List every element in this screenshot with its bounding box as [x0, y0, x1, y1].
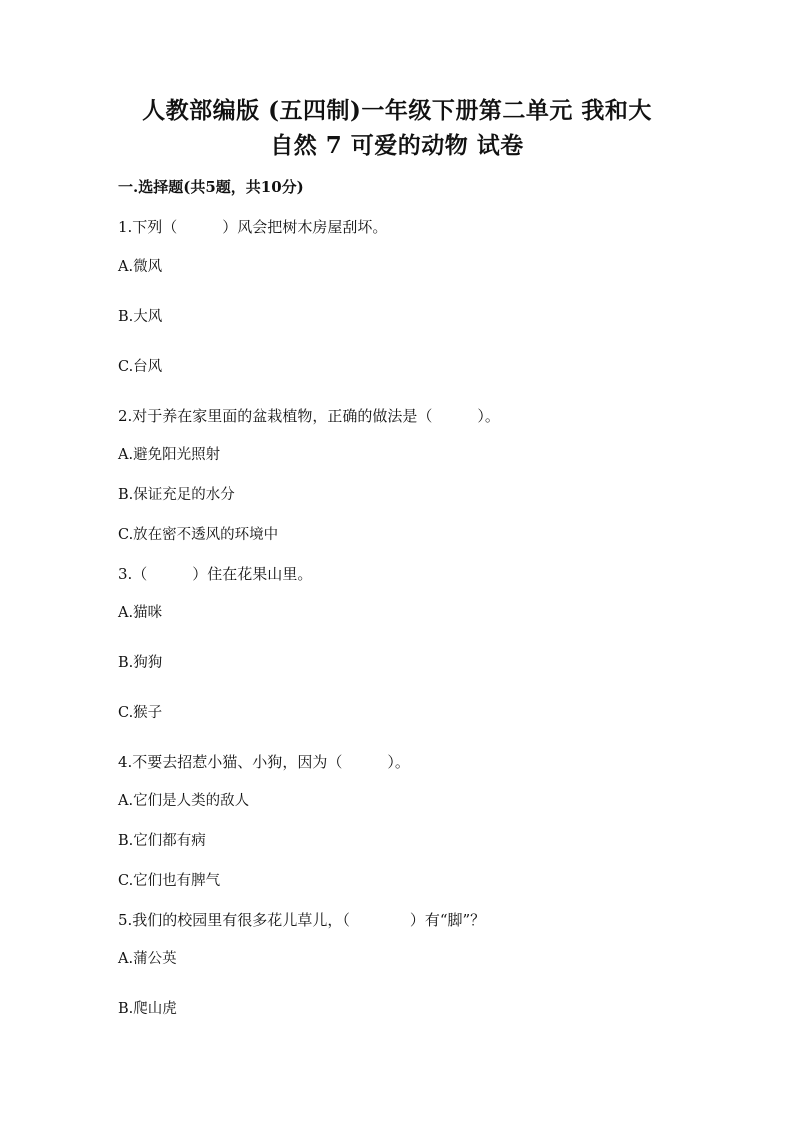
question-3-stem: 3.（ ）住在花果山里。 — [118, 565, 313, 583]
question-1-stem: 1.下列（ ）风会把树木房屋刮坏。 — [118, 218, 388, 236]
document-title-line-2: 自然 7 可爱的动物 试卷 — [270, 132, 524, 159]
question-4-stem: 4.不要去招惹小猫、小狗，因为（ ）。 — [118, 753, 410, 771]
question-5-stem: 5.我们的校园里有很多花儿草儿，（ ）有“脚”？ — [118, 911, 486, 929]
question-4-option-a: A.它们是人类的敌人 — [118, 793, 250, 809]
question-2-option-c: C.放在密不透风的环境中 — [118, 527, 279, 543]
question-2-option-a: A.避免阳光照射 — [118, 447, 221, 463]
question-3-option-c: C.猴子 — [118, 705, 163, 721]
question-1-option-b: B.大风 — [118, 309, 163, 325]
question-1-option-a: A.微风 — [118, 259, 163, 275]
question-4-option-b: B.它们都有病 — [118, 833, 206, 849]
question-2-stem: 2.对于养在家里面的盆栽植物，正确的做法是（ ）。 — [118, 407, 500, 425]
question-1-option-c: C.台风 — [118, 359, 163, 375]
question-3-option-a: A.猫咪 — [118, 605, 163, 621]
document-title-line-1: 人教部编版 (五四制)一年级下册第二单元 我和大 — [142, 97, 652, 124]
question-5-option-b: B.爬山虎 — [118, 1001, 177, 1017]
section-heading: 一.选择题(共5题，共10分) — [118, 178, 304, 196]
question-5-option-a: A.蒲公英 — [118, 951, 177, 967]
question-3-option-b: B.狗狗 — [118, 655, 163, 671]
question-4-option-c: C.它们也有脾气 — [118, 873, 221, 889]
question-2-option-b: B.保证充足的水分 — [118, 487, 235, 503]
